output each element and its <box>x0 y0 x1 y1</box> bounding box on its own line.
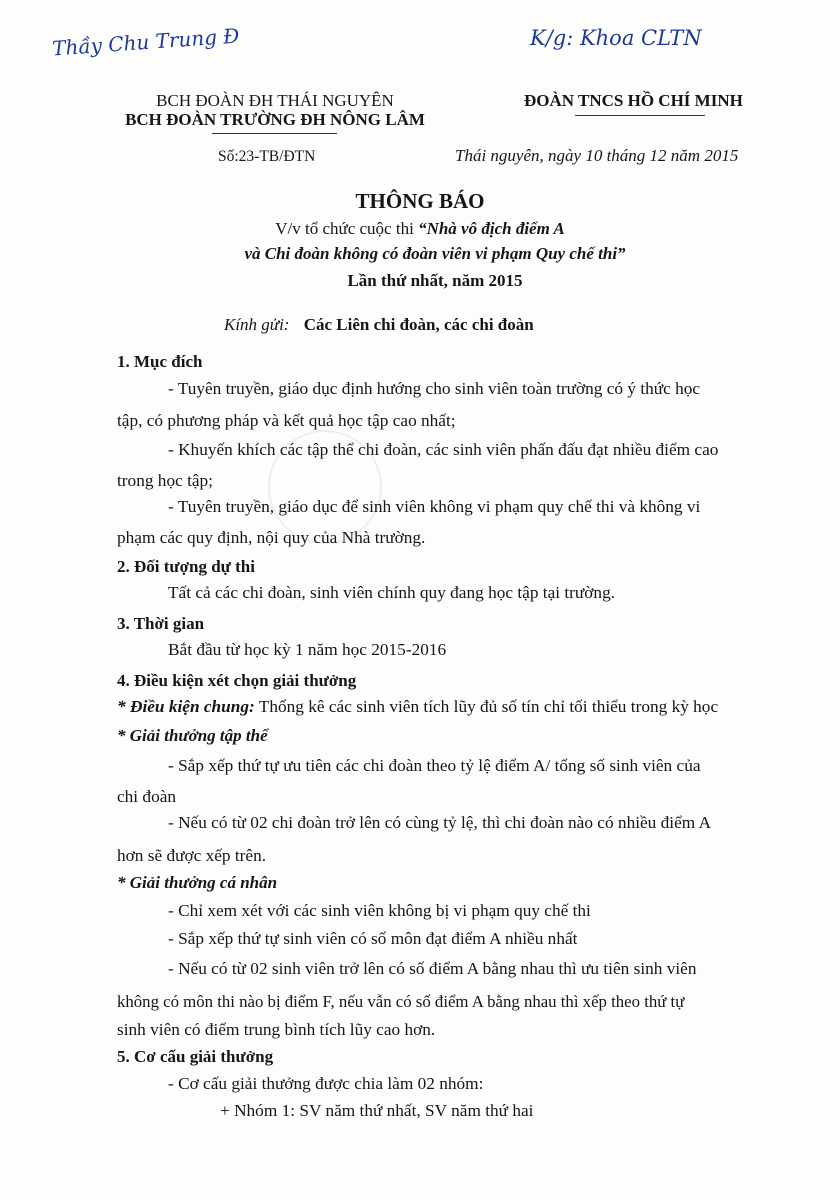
s4-individual-paragraph-2: - Sắp xếp thứ tự sinh viên có số môn đạt điểm A nhiều nhất <box>168 929 578 948</box>
s4-team-award-label: * Giải thưởng tập thể <box>117 726 268 745</box>
document-number: Số:23-TB/ĐTN <box>218 148 316 165</box>
org-right-underline <box>575 115 705 116</box>
document-title: THÔNG BÁO <box>355 189 485 213</box>
s4-individual-paragraph-1: - Chỉ xem xét với các sinh viên không bị vi phạm quy chế thi <box>168 901 591 920</box>
section-5-title: 5. Cơ cấu giải thưởng <box>117 1047 274 1066</box>
handwritten-note-right: K/g: Khoa CLTN <box>530 26 702 50</box>
s3-paragraph-1: Bắt đầu từ học kỳ 1 năm học 2015-2016 <box>168 640 447 659</box>
s4-team-paragraph-2a: - Nếu có từ 02 chi đoàn trở lên có cùng tỷ lệ, thì chi đoàn nào có nhiều điểm A <box>168 813 712 832</box>
s4-general-condition-text: Thống kê các sinh viên tích lũy đủ số tín chỉ tối thiểu trong kỳ học <box>254 697 719 716</box>
subject-contest-name: “Nhà vô địch điểm A <box>418 219 565 238</box>
s4-individual-paragraph-3c: sinh viên có điểm trung bình tích lũy cao hơn. <box>117 1020 436 1039</box>
s4-individual-paragraph-3a: - Nếu có từ 02 sinh viên trở lên có số điểm A bằng nhau thì ưu tiên sinh viên <box>168 959 697 978</box>
s2-paragraph-1: Tất cả các chi đoàn, sinh viên chính quy đang học tập tại trường. <box>168 583 616 602</box>
s1-paragraph-2a: - Khuyến khích các tập thể chi đoàn, các sinh viên phấn đấu đạt nhiều điểm cao <box>168 440 719 459</box>
s1-paragraph-2b: trong học tập; <box>117 471 213 490</box>
s4-individual-award-label: * Giải thưởng cá nhân <box>117 873 278 892</box>
s4-team-paragraph-2b: hơn sẽ được xếp trên. <box>117 846 267 865</box>
section-4-title: 4. Điều kiện xét chọn giải thưởng <box>117 671 357 690</box>
subject-line-2: và Chi đoàn không có đoàn viên vi phạm Quy chế thi” <box>244 244 626 263</box>
s4-general-condition-label: * Điều kiện chung: <box>117 697 255 716</box>
org-name: BCH ĐOÀN TRƯỜNG ĐH NÔNG LÂM <box>125 110 425 129</box>
recipient <box>224 315 534 335</box>
s4-general-condition <box>117 697 718 717</box>
section-1-title: 1. Mục đích <box>117 352 203 371</box>
s1-paragraph-1b: tập, có phương pháp và kết quả học tập cao nhất; <box>117 411 456 430</box>
s4-individual-paragraph-3b: không có môn thi nào bị điểm F, nếu vẫn có số điểm A bằng nhau thì xếp theo thứ tự <box>117 992 685 1011</box>
subject-line-1 <box>0 219 840 239</box>
org-parent: BCH ĐOÀN ĐH THÁI NGUYÊN <box>156 91 394 110</box>
org-underline <box>212 133 337 134</box>
s5-paragraph-1: - Cơ cấu giải thưởng được chia làm 02 nhóm: <box>168 1074 484 1093</box>
recipient-value: Các Liên chi đoàn, các chi đoàn <box>303 315 534 334</box>
s1-paragraph-3a: - Tuyên truyền, giáo dục để sinh viên không vi phạm quy chế thi và không vi <box>168 497 701 516</box>
section-3-title: 3. Thời gian <box>117 614 205 633</box>
subject-prefix: V/v tổ chức cuộc thi <box>275 219 419 238</box>
s4-team-paragraph-1b: chi đoàn <box>117 787 177 806</box>
document-date: Thái nguyên, ngày 10 tháng 12 năm 2015 <box>455 146 739 165</box>
org-right: ĐOÀN TNCS HỒ CHÍ MINH <box>524 91 743 110</box>
s1-paragraph-1a: - Tuyên truyền, giáo dục định hướng cho sinh viên toàn trường có ý thức học <box>168 379 701 398</box>
section-2-title: 2. Đối tượng dự thi <box>117 557 255 576</box>
s5-paragraph-2: + Nhóm 1: SV năm thứ nhất, SV năm thứ hai <box>220 1101 534 1120</box>
handwritten-note-left: Thầy Chu Trung Đ <box>51 23 241 61</box>
s4-team-paragraph-1a: - Sắp xếp thứ tự ưu tiên các chi đoàn theo tỷ lệ điểm A/ tổng số sinh viên của <box>168 756 701 775</box>
recipient-label: Kính gửi: <box>224 315 290 334</box>
s1-paragraph-3b: phạm các quy định, nội quy của Nhà trường. <box>117 528 426 547</box>
subject-line-3: Lần thứ nhất, năm 2015 <box>347 271 523 290</box>
